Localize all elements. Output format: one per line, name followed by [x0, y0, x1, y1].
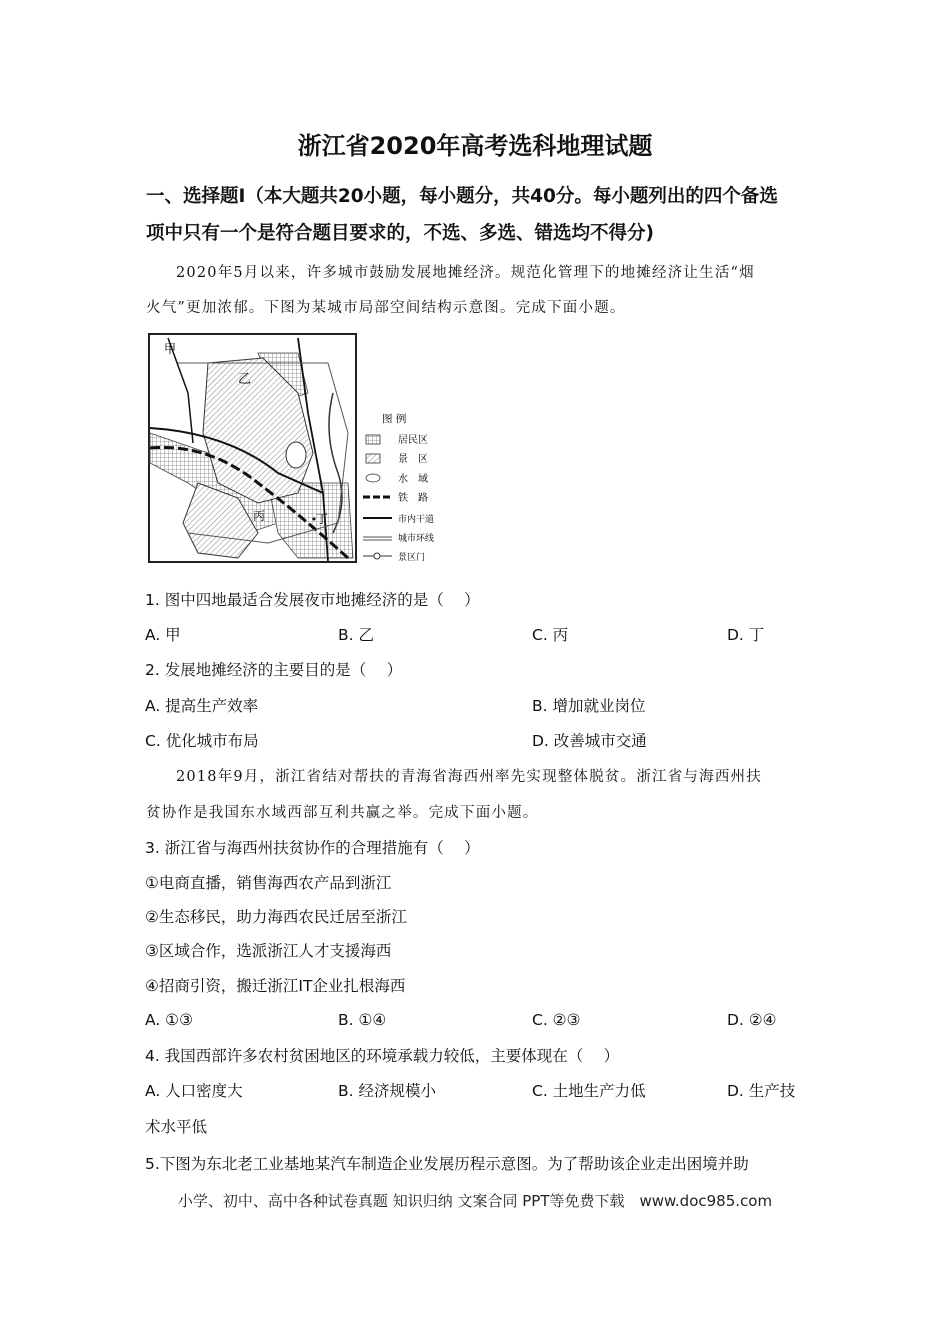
- svg-text:市内干道: 市内干道: [398, 515, 435, 525]
- legend-scenic-gate: [363, 551, 425, 563]
- question-2-stem: 2. 发展地摊经济的主要目的是（ ）: [145, 661, 403, 679]
- question-3-stem: 3. 浙江省与海西州扶贫协作的合理措施有（ ）: [145, 839, 480, 857]
- question-1-option-c: C. 丙: [532, 626, 569, 644]
- section-heading-line1: 一、选择题I（本大题共20小题，每小题分，共40分。每小题列出的四个备选: [146, 186, 778, 207]
- question-4-option-b: B. 经济规模小: [338, 1082, 436, 1100]
- svg-text:城市环线: 城市环线: [398, 534, 435, 544]
- section-heading-line2: 项中只有一个是符合题目要求的，不选、多选、错选均不得分): [146, 223, 654, 244]
- svg-text:水 域: 水 域: [398, 474, 428, 485]
- svg-text:景 区: 景 区: [398, 454, 428, 465]
- question-1-option-b: B. 乙: [338, 626, 374, 644]
- question-4-option-d-continued: 术水平低: [145, 1118, 208, 1136]
- page-footer: 小学、初中、高中各种试卷真题 知识归纳 文案合同 PPT等免费下载 www.doc985.com: [177, 1192, 773, 1210]
- question-4-stem: 4. 我国西部许多农村贫困地区的环境承载力较低，主要体现在（ ）: [145, 1047, 620, 1065]
- question-3-item-1: ①电商直播，销售海西农产品到浙江: [145, 874, 392, 892]
- svg-text:景区门: 景区门: [398, 553, 426, 563]
- map-label-yi: 乙: [238, 372, 252, 387]
- question-4-option-d: D. 生产技: [727, 1082, 796, 1100]
- question-3-item-4: ④招商引资，搬迁浙江IT企业扎根海西: [145, 977, 406, 995]
- map-label-bing: 丙: [253, 509, 266, 523]
- passage1-line1: 2020年5月以来，许多城市鼓励发展地摊经济。规范化管理下的地摊经济让生活“烟: [176, 265, 755, 281]
- question-3-item-3: ③区域合作，选派浙江人才支援海西: [145, 942, 392, 960]
- legend-title: 图 例: [382, 413, 407, 425]
- question-1-option-d: D. 丁: [727, 626, 765, 644]
- legend-water: [366, 472, 428, 485]
- legend-scenic: [366, 453, 428, 465]
- question-3-option-b: B. ①④: [338, 1011, 387, 1029]
- svg-text:居民区: 居民区: [398, 435, 428, 446]
- question-4-option-a: A. 人口密度大: [145, 1082, 243, 1100]
- question-4-option-c: C. 土地生产力低: [532, 1082, 646, 1100]
- passage2-line1: 2018年9月，浙江省结对帮扶的青海省海西州率先实现整体脱贫。浙江省与海西州扶: [176, 769, 762, 785]
- city-structure-map: [148, 333, 358, 565]
- map-label-ding: 丁: [316, 512, 329, 526]
- question-3-option-a: A. ①③: [145, 1011, 193, 1029]
- question-2-option-c: C. 优化城市布局: [145, 732, 259, 750]
- page-title: 浙江省2020年高考选科地理试题: [297, 132, 653, 160]
- question-3-option-c: C. ②③: [532, 1011, 581, 1029]
- legend-railway: [363, 491, 428, 504]
- question-3-item-2: ②生态移民，助力海西农民迁居至浙江: [145, 908, 407, 926]
- passage1-line2: 火气”更加浓郁。下图为某城市局部空间结构示意图。完成下面小题。: [146, 300, 626, 316]
- question-2-option-d: D. 改善城市交通: [532, 732, 647, 750]
- svg-text:铁 路: 铁 路: [398, 493, 428, 504]
- question-1-option-a: A. 甲: [145, 626, 181, 644]
- map-legend: [360, 408, 450, 568]
- legend-residential: [366, 434, 428, 446]
- passage2-line2: 贫协作是我国东水域西部互利共赢之举。完成下面小题。: [146, 805, 539, 821]
- question-5-stem: 5.下图为东北老工业基地某汽车制造企业发展历程示意图。为了帮助该企业走出困境并助: [145, 1155, 749, 1173]
- water-body: [286, 442, 306, 468]
- question-3-option-d: D. ②④: [727, 1011, 777, 1029]
- legend-ring-road: [363, 532, 434, 544]
- question-1-stem: 1. 图中四地最适合发展夜市地摊经济的是（ ）: [145, 591, 480, 609]
- question-2-option-a: A. 提高生产效率: [145, 697, 259, 715]
- map-label-jia: 甲: [164, 342, 177, 356]
- legend-main-road: [363, 513, 434, 525]
- question-2-option-b: B. 增加就业岗位: [532, 697, 646, 715]
